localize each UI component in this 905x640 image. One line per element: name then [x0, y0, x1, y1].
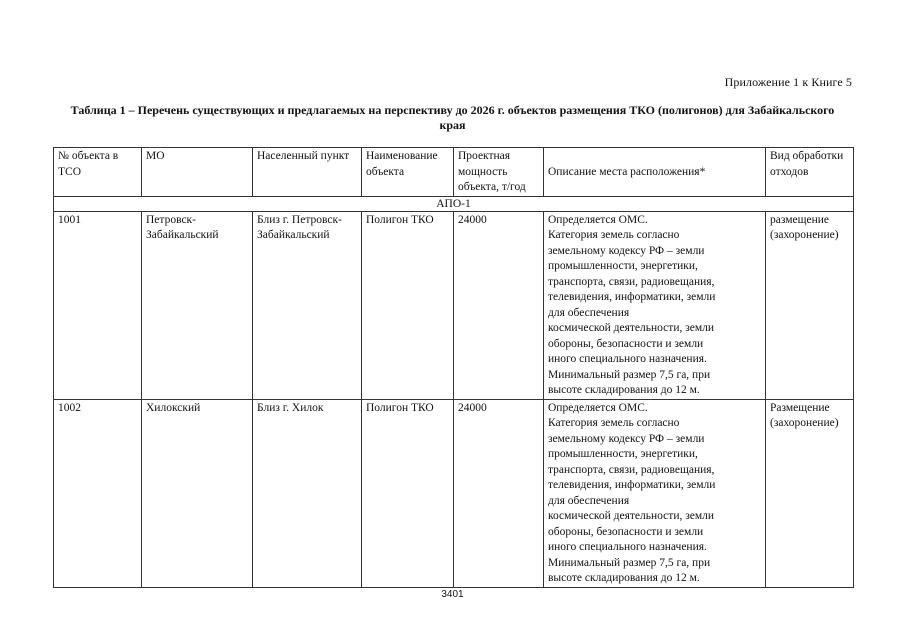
mo-cell: Хилокский [142, 399, 253, 587]
object-name-cell: Полигон ТКО [362, 399, 454, 587]
table-title: Таблица 1 – Перечень существующих и предлагаемых на перспективу до 2026 г. объектов размещения ТКО (полигонов) для Забайкальского края [70, 103, 835, 132]
appendix-label: Приложение 1 к Книге 5 [724, 75, 852, 89]
treatment-cell: размещение (захоронение) [766, 211, 854, 399]
page-number: 3401 [441, 589, 464, 600]
description-cell: Определяется ОМС. Категория земель согласно земельному кодексу РФ – земли промышленности, энергетики, транспорта, связи, радиовещания, телевидения, информатики, земли для обеспечения космической деятельности, земли обороны, безопасности и земли иного специального назначения. Минимальный размер 7,5 га, при высоте складирования до 12 м. [544, 399, 766, 587]
object-name-cell: Полигон ТКО [362, 211, 454, 399]
mo-cell: Петровск-Забайкальский [142, 211, 253, 399]
column-header-id: № объекта в ТСО [54, 148, 142, 197]
group-row [54, 196, 854, 211]
column-header-treatment: Вид обработки отходов [766, 148, 854, 197]
settlement-cell: Близ г. Петровск-Забайкальский [253, 211, 362, 399]
column-header-mo: МО [142, 148, 253, 197]
capacity-cell: 24000 [454, 211, 544, 399]
table-header-row [54, 148, 854, 197]
treatment-cell: Размещение (захоронение) [766, 399, 854, 587]
column-header-name: Наименование объекта [362, 148, 454, 197]
description-cell: Определяется ОМС. Категория земель согласно земельному кодексу РФ – земли промышленности, энергетики, транспорта, связи, радиовещания, телевидения, информатики, земли для обеспечения космической деятельности, земли обороны, безопасности и земли иного специального назначения. Минимальный размер 7,5 га, при высоте складирования до 12 м. [544, 211, 766, 399]
capacity-cell: 24000 [454, 399, 544, 587]
group-label: АПО-1 [54, 196, 854, 211]
table-row [54, 211, 854, 399]
column-header-description: Описание места расположения* [544, 148, 766, 197]
settlement-cell: Близ г. Хилок [253, 399, 362, 587]
column-header-capacity: Проектная мощность объекта, т/год [454, 148, 544, 197]
object-id-cell: 1002 [54, 399, 142, 587]
objects-table [53, 147, 854, 588]
object-id-cell: 1001 [54, 211, 142, 399]
table-row [54, 399, 854, 587]
column-header-settlement: Населенный пункт [253, 148, 362, 197]
